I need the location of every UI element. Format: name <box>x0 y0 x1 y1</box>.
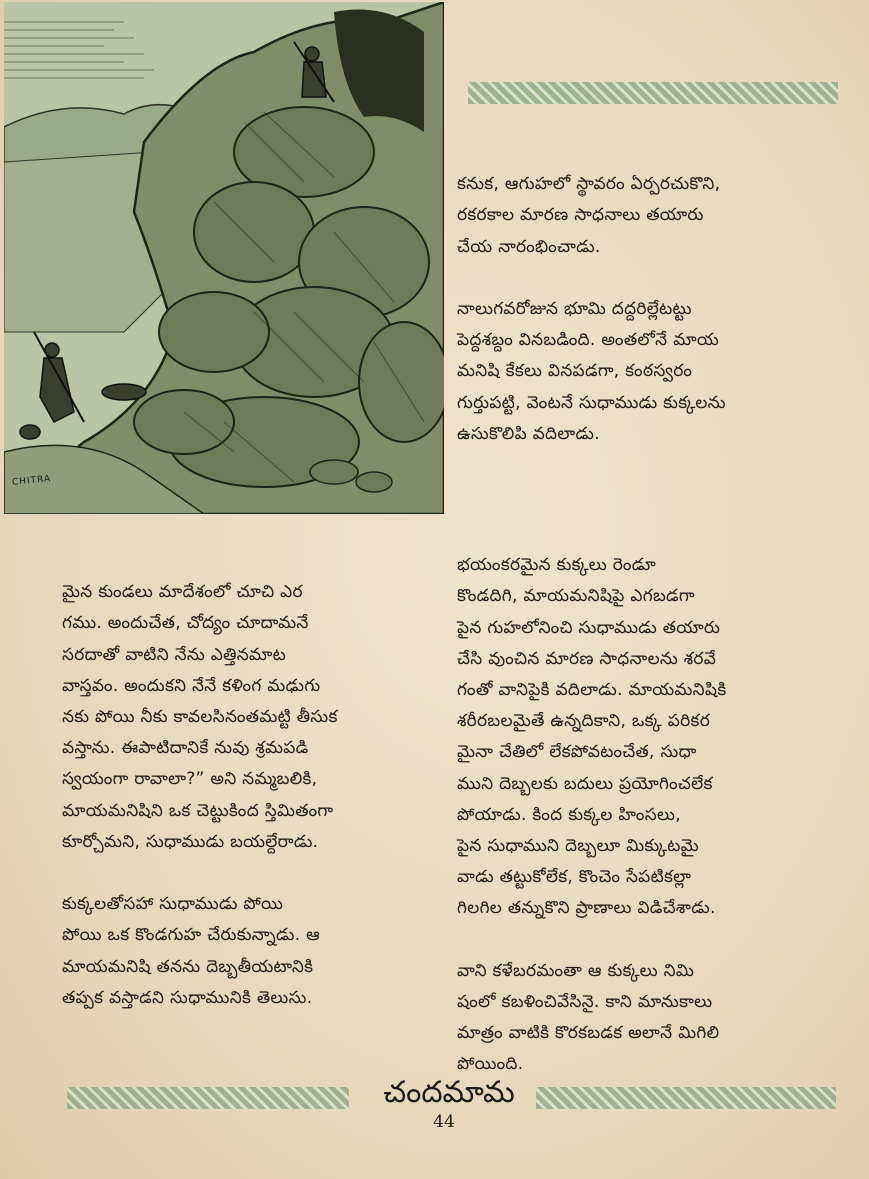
paragraph: కుక్కలతోసహా సుధాముడు పోయి పోయి ఒక కొండగుహ చేరుకున్నాడు. ఆ మాయమనిషి తనను దెబ్బతీయటానికి తప్పక వస్తాడని సుధామునికి తెలుసు. <box>62 894 321 1008</box>
ornamental-border-footer-right <box>536 1087 836 1109</box>
right-column-bottom <box>457 519 842 1112</box>
ornamental-border-footer-left <box>67 1087 349 1109</box>
page-number: 44 <box>433 1112 455 1132</box>
paragraph: కనుక, ఆగుహలో స్థావరం ఏర్పరచుకొని, రకరకాల మారణ సాధనాలు తయారు చేయ నారంభించాడు. <box>457 174 721 257</box>
story-illustration <box>4 2 444 514</box>
paragraph: వాని కళేబరమంతా ఆ కుక్కలు నిమి షంలో కబళించివేసినై. కాని మానుకాలు మాత్రం వాటికి కొరకబడక అలానే మిగిలి పోయింది. <box>457 960 720 1075</box>
ornamental-border-top <box>468 82 838 104</box>
paragraph: భయంకరమైన కుక్కలు రెండూ కొండదిగి, మాయమనిషిపై ఎగబడగా పైన గుహలోనించి సుధాముడు తయారు చేసి వుంచిన మారణ సాధనాలను శరవే గంతో వానిపైకి వదిలాడు. మాయమనిషికి శరీరబలమైతే ఉన్నదికాని, ఒక్క పరికర మైనా చేతిలో లేకపోవటంచేత, సుధా ముని దెబ్బలకు బదులు ప్రయోగించలేక పోయాడు. కింద కుక్కల హింసలు, పైన సుధాముని దెబ్బలూ మిక్కుటమై వాడు తట్టుకోలేక, కొంచెం సేపటికల్లా గిలగిల తన్నుకొని ప్రాణాలు విడిచేశాడు. <box>457 555 727 919</box>
paragraph: మైన కుండలు మాదేశంలో చూచి ఎర గము. అందుచేత, చోద్యం చూదామనే సరదాతో వాటిని నేను ఎత్తినమాట వాస్తవం. అందుకని నేనే కళింగ మఢుగు నకు పోయి నీకు కావలసినంతమట్టి తీసుక వస్తాను. ఈపాటిదానికే నువు శ్రమపడి స్వయంగా రావాలా?” అని నమ్మబలికి, మాయమనిషిని ఒక చెట్టుకింద స్తిమితంగా కూర్చోమని, సుధాముడు బయల్దేరాడు. <box>62 582 338 852</box>
right-column-top <box>457 138 842 481</box>
illustrator-signature: CHITRA <box>11 473 52 489</box>
paragraph: నాలుగవరోజున భూమి దద్దరిల్లేటట్టు పెద్దశబ్దం వినబడింది. అంతలోనే మాయ మనిషి కేకలు వినపడగా, కంఠస్వరం గుర్తుపట్టి, వెంటనే సుధాముడు కుక్కలను ఉసుకొలిపి వదిలాడు. <box>457 299 726 444</box>
left-column <box>62 546 442 1045</box>
cave-hills-hunters-illustration-icon <box>4 2 444 514</box>
magazine-name: చందమామ <box>383 1075 515 1110</box>
